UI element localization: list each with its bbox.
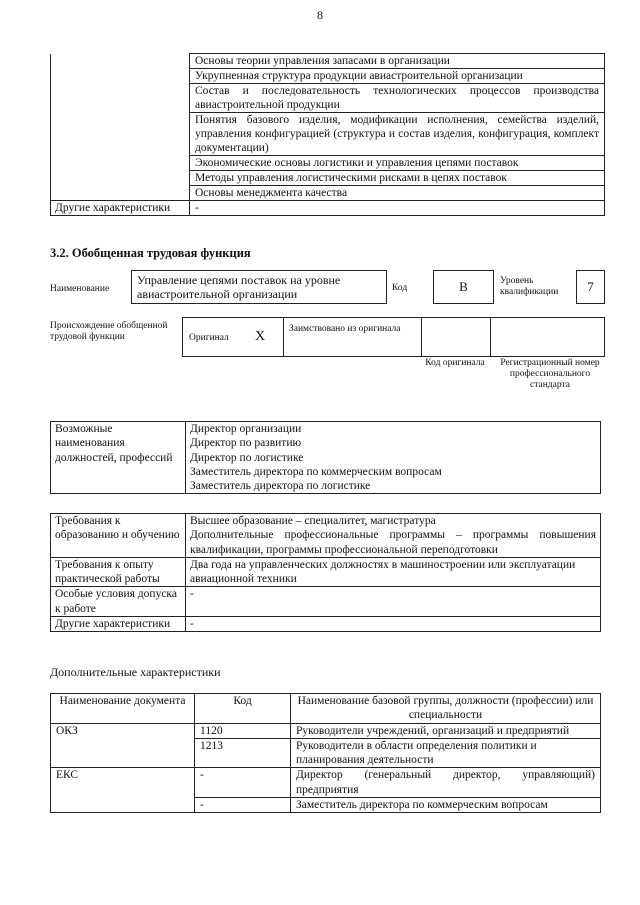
education-value	[186, 514, 601, 558]
original-code-caption: Код оригинала	[425, 358, 485, 368]
borrowed-label: Заимствовано из оригинала	[289, 324, 401, 334]
education-label: Требования к образованию и обучению	[51, 514, 186, 558]
experience-value: Два года на управленческих должностях в машиностроении или эксплуатации авиационной техники	[186, 557, 601, 587]
other-value: -	[186, 617, 601, 632]
function-name-box: Управление цепями поставок на уровне авиастроительной организации	[131, 270, 387, 304]
doc-eks: ЕКС	[51, 768, 195, 813]
code-cell: 1120	[195, 723, 291, 738]
group-cell: Руководители в области определения политики и планирования деятельности	[291, 738, 601, 768]
knowledge-item: Укрупненная структура продукции авиастроительной организации	[190, 69, 605, 84]
code-label: Код	[392, 283, 408, 293]
group-cell: Директор (генеральный директор, управляющий) предприятия	[291, 768, 601, 798]
group-cell: Руководители учреждений, организаций и предприятий	[291, 723, 601, 738]
positions-label: Возможные наименования должностей, профессий	[51, 422, 186, 494]
code-cell: -	[195, 768, 291, 798]
doc-okz: ОКЗ	[51, 723, 195, 768]
divider	[283, 318, 284, 356]
code-value-box: B	[433, 270, 494, 304]
level-label: Уровень квалификации	[500, 276, 559, 297]
experience-label: Требования к опыту практической работы	[51, 557, 186, 587]
original-label: Оригинал	[189, 333, 229, 343]
page-number: 8	[317, 8, 323, 22]
education-line: Высшее образование – специалитет, магистратура	[190, 515, 436, 527]
level-value-box: 7	[576, 270, 605, 304]
position-item: Заместитель директора по логистике	[190, 480, 371, 493]
positions-list	[186, 422, 601, 494]
origin-label: Происхождение обобщенной трудовой функции	[50, 321, 168, 342]
knowledge-label-cell	[51, 54, 190, 201]
other-label: Другие характеристики	[51, 617, 186, 632]
knowledge-item: Понятия базового изделия, модификации исполнения, семейства изделий, управления конфигурацией (структура и состав изделия, конфигурация, комплект документации)	[190, 113, 605, 156]
registration-number-caption: Регистрационный номер профессионального стандарта	[500, 358, 600, 390]
code-cell: 1213	[195, 738, 291, 768]
admission-conditions-label: Особые условия допуска к работе	[51, 587, 186, 617]
header-group: Наименование базовой группы, должности (профессии) или специальности	[291, 694, 601, 724]
knowledge-item: Экономические основы логистики и управления цепями поставок	[190, 156, 605, 171]
section-title: 3.2. Обобщенная трудовая функция	[50, 246, 251, 260]
knowledge-item: Основы менеджмента качества	[190, 186, 605, 201]
divider	[490, 318, 491, 356]
knowledge-item: Методы управления логистическими рисками в цепях поставок	[190, 171, 605, 186]
admission-conditions-value: -	[186, 587, 601, 617]
position-item: Директор по развитию	[190, 437, 302, 450]
position-item: Директор по логистике	[190, 451, 304, 464]
additional-title: Дополнительные характеристики	[50, 665, 221, 679]
other-characteristics-value: -	[190, 201, 605, 216]
knowledge-item: Основы теории управления запасами в организации	[190, 54, 605, 69]
divider	[421, 318, 422, 356]
header-document: Наименование документа	[51, 694, 195, 724]
header-code: Код	[195, 694, 291, 724]
other-characteristics-label: Другие характеристики	[51, 201, 190, 216]
knowledge-item: Состав и последовательность технологических процессов производства авиастроительной продукции	[190, 84, 605, 113]
original-mark: X	[255, 329, 266, 344]
name-label: Наименование	[50, 284, 110, 294]
knowledge-table	[50, 53, 605, 216]
code-cell: -	[195, 798, 291, 813]
position-item: Директор организации	[190, 423, 302, 435]
origin-box	[182, 317, 605, 357]
group-cell: Заместитель директора по коммерческим вопросам	[291, 798, 601, 813]
additional-table	[50, 693, 601, 813]
requirements-table	[50, 513, 601, 632]
positions-table	[50, 421, 601, 494]
education-line: Дополнительные профессиональные программы – программы повышения квалификации, программы профессиональной переподготовки	[190, 529, 596, 556]
position-item: Заместитель директора по коммерческим вопросам	[190, 465, 442, 478]
